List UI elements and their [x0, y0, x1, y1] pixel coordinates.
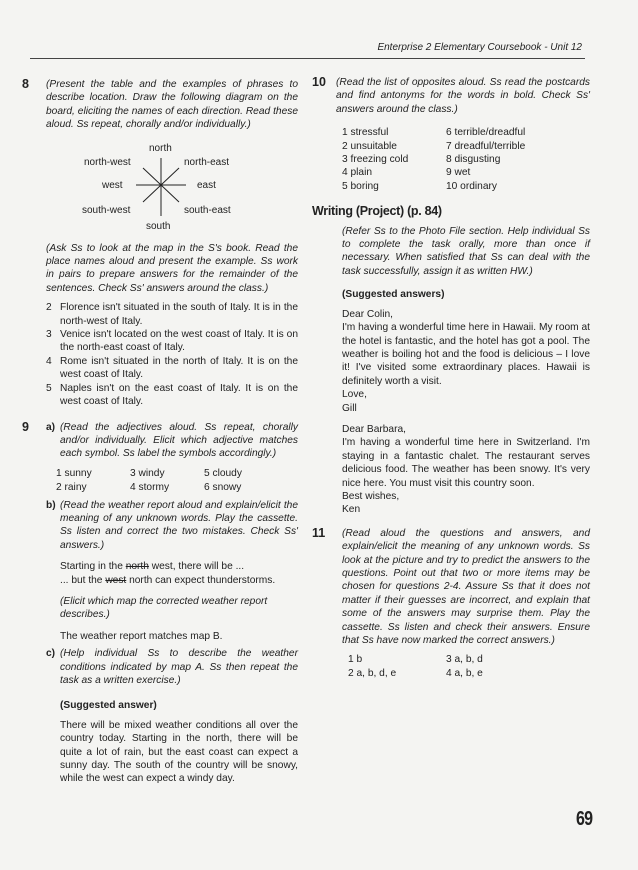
- writing-section: [312, 225, 590, 517]
- answer-item: 5 Naples isn't on the east coast of Italy. It is on the west coast of Italy.: [46, 382, 298, 408]
- postcard-signature: Gill: [342, 402, 357, 414]
- exercise-number: 10: [312, 75, 326, 89]
- running-header: Enterprise 2 Elementary Coursebook - Unit 12: [377, 42, 582, 53]
- opposites-list: 1 stressful 6 terrible/dreadful 2 unsuitable 7 dreadful/terrible 3 freezing cold 8 disgusting 4 plain 9 wet 5 boring 10 ordinary: [342, 127, 526, 192]
- postcard-closing: Love,: [342, 389, 367, 401]
- suggested-answer-heading: (Suggested answer): [60, 700, 157, 712]
- exercise-number: 11: [312, 525, 326, 540]
- exercise-9c: c) (Help individual Ss to describe the weather conditions indicated by map A. Ss then repeat the task as a written exercise.): [46, 648, 298, 686]
- page-number: 69: [576, 808, 593, 830]
- postcard-2: [342, 423, 590, 517]
- postcard-greeting: Dear Barbara,: [342, 423, 406, 435]
- answer-item: 4 Rome isn't situated in the north of Italy. It is on the west coast of Italy.: [46, 355, 298, 381]
- right-column: [312, 76, 590, 680]
- compass-north-east: north-east: [184, 156, 230, 168]
- exercise-11: [312, 527, 590, 680]
- exercise-9b: b) (Read the weather report aloud and explain/elicit the meaning of any unknown words. Play the cassette. Ss listen and correct the two mistakes. Check Ss' answers.): [46, 499, 298, 551]
- writing-intro: (Refer Ss to the Photo File section. Help individual Ss to complete the task orally, more than once if necessary. When satisfied that Ss can deal with the task successfully, assign it as written HW.): [342, 225, 590, 277]
- postcard-closing: Best wishes,: [342, 490, 400, 502]
- exercise-8-answers: [46, 301, 298, 408]
- map-answer: The weather report matches map B.: [60, 630, 223, 642]
- compass-south: south: [146, 220, 171, 232]
- compass-south-west: south-west: [82, 204, 131, 216]
- compass-north-west: north-west: [84, 156, 131, 168]
- exercise-number: 8: [22, 77, 29, 91]
- exercise-9: [22, 421, 298, 786]
- postcard-body: I'm having a wonderful time here in Hawaii. My room at the hotel is fantastic, and the hotel has got a pool. The weather is boiling hot and the food is delicious – I love it! I've visited some extraordinary places. Hawaii is definitely worth a visit.: [342, 322, 590, 387]
- postcard-1: [342, 308, 590, 415]
- exercise-10-intro: (Read the list of opposites aloud. Ss read the postcards and find antonyms for the words in bold. Check Ss' answers around the class.): [336, 77, 590, 115]
- left-column: [22, 78, 298, 786]
- suggested-answers-heading: (Suggested answers): [342, 289, 445, 301]
- exercise-number: 9: [22, 419, 29, 434]
- correction-line-2: ... but the west north can expect thunderstorms.: [60, 574, 276, 586]
- exercise-10: [312, 76, 590, 193]
- postcard-signature: Ken: [342, 504, 361, 516]
- elicit-note: (Elicit which map the corrected weather report describes.): [60, 595, 268, 621]
- compass-east: east: [197, 179, 216, 191]
- exercise-11-answers: 1 b 3 a, b, d 2 a, b, d, e 4 a, b, e: [348, 654, 483, 679]
- answer-item: 2 Florence isn't situated in the south of Italy. It is in the north-west of Italy.: [46, 302, 298, 327]
- writing-heading: Writing (Project) (p. 84): [312, 204, 442, 219]
- compass-west: west: [102, 179, 123, 191]
- compass-south-east: south-east: [184, 204, 231, 216]
- answer-item: 3 Venice isn't located on the west coast of Italy. It is on the north-east coast of Italy.: [46, 329, 298, 354]
- compass-diagram: [46, 138, 296, 238]
- correction-line-1: Starting in the north west, there will be ...: [60, 561, 245, 573]
- postcard-body: I'm having a wonderful time here in Switzerland. I'm staying in a fantastic chalet. The restaurant serves delicious food. The weather has been snowy. It's very nice here. You must visit this country soon.: [342, 437, 590, 489]
- exercise-8-instructions: (Ask Ss to look at the map in the S's book. Read the place names aloud and present the example. Ss work in pairs to prepare answers for the remainder of the sentences. Check Ss' answers around the class.): [46, 242, 298, 294]
- suggested-answer-text: There will be mixed weather conditions all over the country today. Starting in the north, there will be quite a lot of rain, but the east coast can expect a sunny day. The south of the country will be snowy, while the west can expect a windy day.: [60, 719, 298, 785]
- exercise-8-intro: (Present the table and the examples of phrases to describe location. Draw the following diagram on the board, eliciting the names of each direction. Read these aloud. Ss repeat, chorally and/or individually.): [46, 79, 298, 131]
- header-rule: [30, 58, 585, 59]
- compass-north: north: [149, 142, 172, 154]
- postcard-greeting: Dear Colin,: [342, 308, 393, 320]
- exercise-9a: a) (Read the adjectives aloud. Ss repeat, chorally and/or individually. Elicit which adjective matches each symbol. Ss label the symbols accordingly.): [46, 421, 298, 460]
- exercise-8: [22, 78, 298, 409]
- weather-list: 1 sunny 3 windy 5 cloudy 2 rainy 4 stormy 6 snowy: [56, 467, 242, 494]
- exercise-11-intro: (Read aloud the questions and answers, and explain/elicit the meaning of any unknown words. Ss look at the picture and try to predict the answers to the questions. Point out that two or more items may be chosen for questions 2-4. Assure Ss that it does not matter if their guesses are incorrect, and explain that some of the answers may surprise them. Play the cassette. Ss listen and check their answers. Ensure that Ss have now marked the correct answers.): [342, 527, 590, 647]
